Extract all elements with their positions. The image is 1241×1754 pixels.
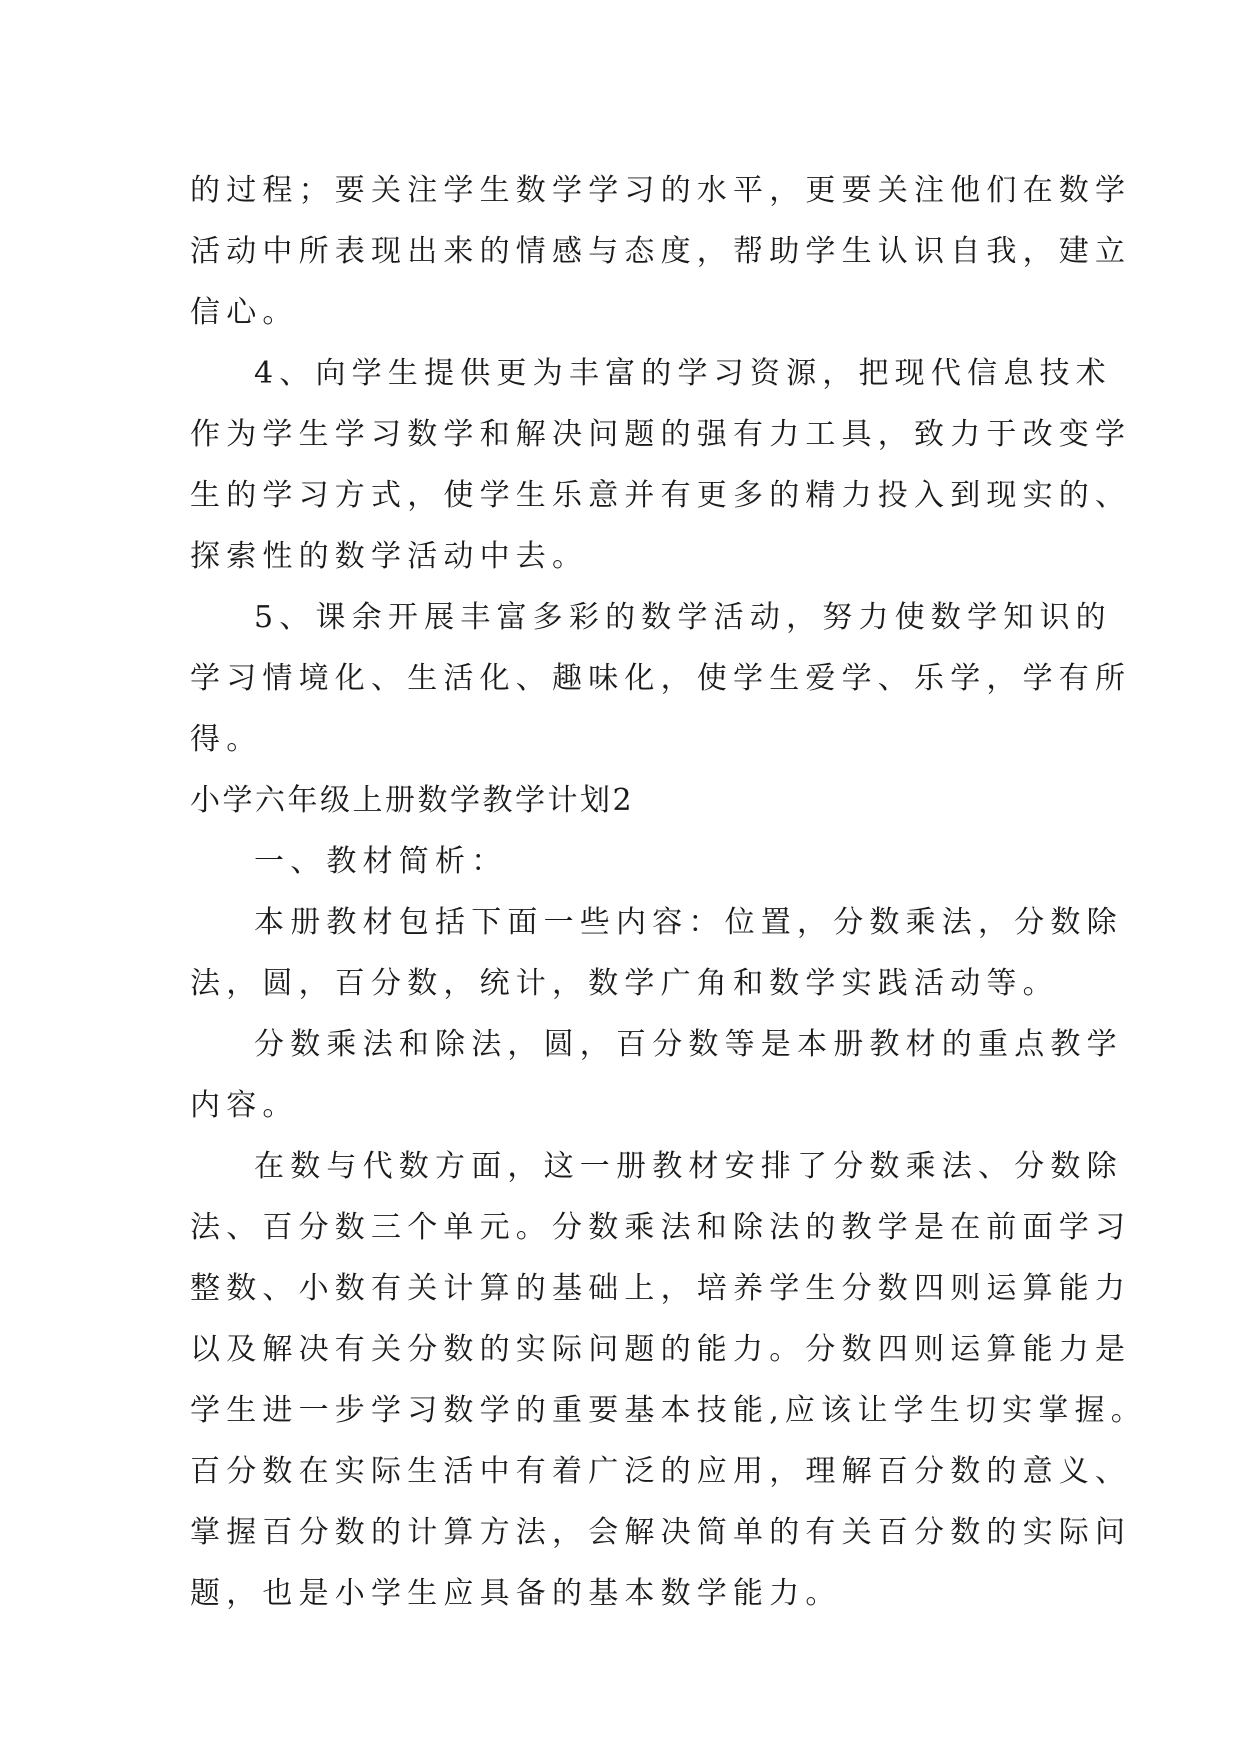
text-line: 活动中所表现出来的情感与态度，帮助学生认识自我，建立 bbox=[190, 234, 1132, 269]
text-line: 生的学习方式，使学生乐意并有更多的精力投入到现实的、 bbox=[190, 478, 1132, 513]
paragraph-start-line: 在数与代数方面，这一册教材安排了分数乘法、分数除 bbox=[254, 1149, 1123, 1184]
text-line: 学生进一步学习数学的重要基本技能,应该让学生切实掌握。 bbox=[190, 1393, 1147, 1428]
paragraph-start-line: 本册教材包括下面一些内容：位置，分数乘法，分数除 bbox=[254, 905, 1123, 940]
subsection-heading: 一、教材简析： bbox=[254, 844, 508, 879]
text-line: 内容。 bbox=[190, 1088, 299, 1123]
text-line: 得。 bbox=[190, 722, 263, 757]
text-line: 题，也是小学生应具备的基本数学能力。 bbox=[190, 1576, 842, 1611]
text-line: 学习情境化、生活化、趣味化，使学生爱学、乐学，学有所 bbox=[190, 661, 1132, 696]
text-line: 信心。 bbox=[190, 295, 299, 330]
document-body bbox=[190, 160, 1147, 1624]
paragraph-start-line: 分数乘法和除法，圆，百分数等是本册教材的重点教学 bbox=[254, 1027, 1123, 1062]
paragraph-start-line: 4、向学生提供更为丰富的学习资源，把现代信息技术 bbox=[254, 356, 1112, 391]
text-line: 整数、小数有关计算的基础上，培养学生分数四则运算能力 bbox=[190, 1271, 1132, 1306]
text-line: 探索性的数学活动中去。 bbox=[190, 539, 589, 574]
text-line: 作为学生学习数学和解决问题的强有力工具，致力于改变学 bbox=[190, 417, 1132, 452]
paragraph-start-line: 5、课余开展丰富多彩的数学活动，努力使数学知识的 bbox=[254, 600, 1112, 635]
text-line: 的过程；要关注学生数学学习的水平，更要关注他们在数学 bbox=[190, 173, 1132, 208]
text-line: 法，圆，百分数，统计，数学广角和数学实践活动等。 bbox=[190, 966, 1059, 1001]
text-line: 掌握百分数的计算方法，会解决简单的有关百分数的实际问 bbox=[190, 1515, 1132, 1550]
text-line: 法、百分数三个单元。分数乘法和除法的教学是在前面学习 bbox=[190, 1210, 1132, 1245]
text-line: 以及解决有关分数的实际问题的能力。分数四则运算能力是 bbox=[190, 1332, 1132, 1367]
text-line: 百分数在实际生活中有着广泛的应用，理解百分数的意义、 bbox=[190, 1454, 1132, 1489]
section-title: 小学六年级上册数学教学计划2 bbox=[190, 783, 635, 818]
